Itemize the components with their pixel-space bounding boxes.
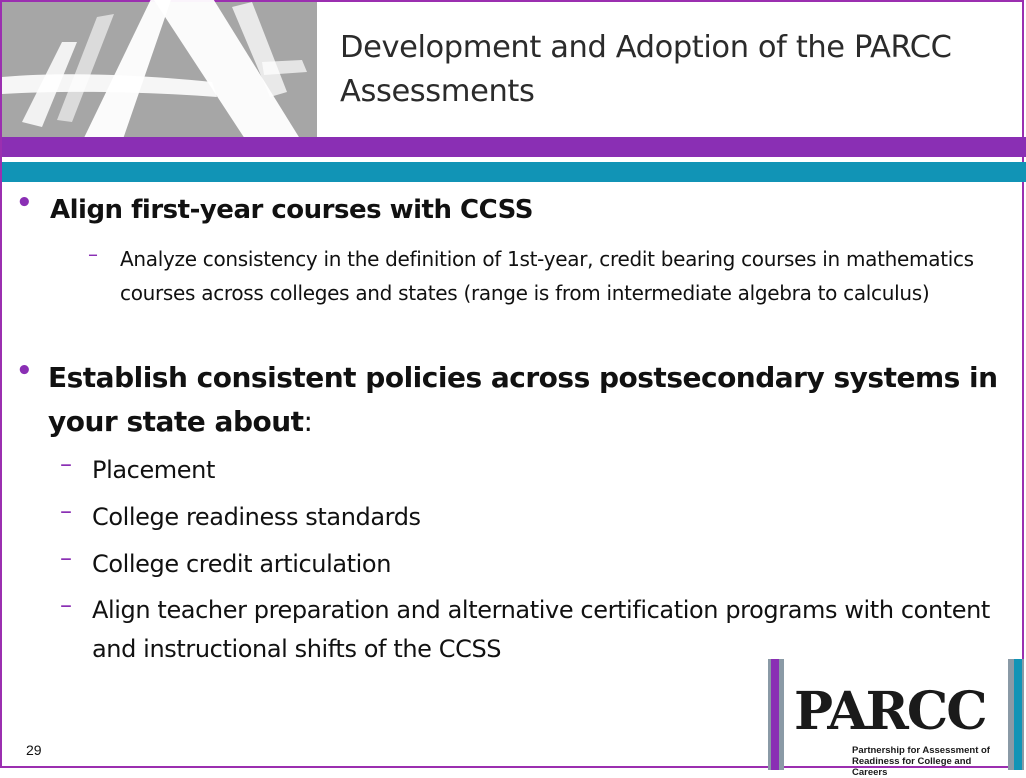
dash-icon: – <box>60 497 72 525</box>
parcc-tagline: Partnership for Assessment of Readiness for College and Careers <box>852 745 990 778</box>
bullet-2-sub-2: College readiness standards <box>92 503 421 531</box>
parcc-logo <box>768 659 1026 778</box>
logo-stripe-right-accent <box>1014 659 1022 770</box>
slide-title: Development and Adoption of the PARCC Assessments <box>340 30 952 109</box>
parcc-wordmark: PARCC <box>794 681 986 742</box>
dash-icon: – <box>60 591 72 619</box>
bullet-1-sub-1: Analyze consistency in the definition of 1st-year, credit bearing courses in mathematics courses across colleges and states (range is from intermediate algebra to calculus) <box>120 247 974 305</box>
bullet-2-sub-3: College credit articulation <box>92 550 392 578</box>
bullet-2-suffix: : <box>303 405 313 438</box>
brushstroke-a-icon <box>2 2 317 137</box>
bullet-icon: • <box>16 356 33 386</box>
dash-icon: – <box>60 450 72 478</box>
divider-band-purple <box>2 137 1026 157</box>
bullet-2-sub-1: Placement <box>92 456 215 484</box>
a-logo-tile <box>2 2 317 137</box>
page-number: 29 <box>26 742 42 758</box>
bullet-icon: • <box>16 188 33 218</box>
dash-icon: – <box>88 242 98 266</box>
bullet-1-text: Align first-year courses with CCSS <box>50 195 533 225</box>
bullet-2-sub-4: Align teacher preparation and alternative certification programs with content and instructional shifts of the CCSS <box>92 596 990 663</box>
dash-icon: – <box>60 544 72 572</box>
bullet-2-text <box>48 356 998 444</box>
bullet-2-bold: Establish consistent policies across postsecondary systems in your state about <box>48 361 998 438</box>
divider-band-teal <box>2 162 1026 182</box>
logo-stripe-left-accent <box>771 659 779 770</box>
